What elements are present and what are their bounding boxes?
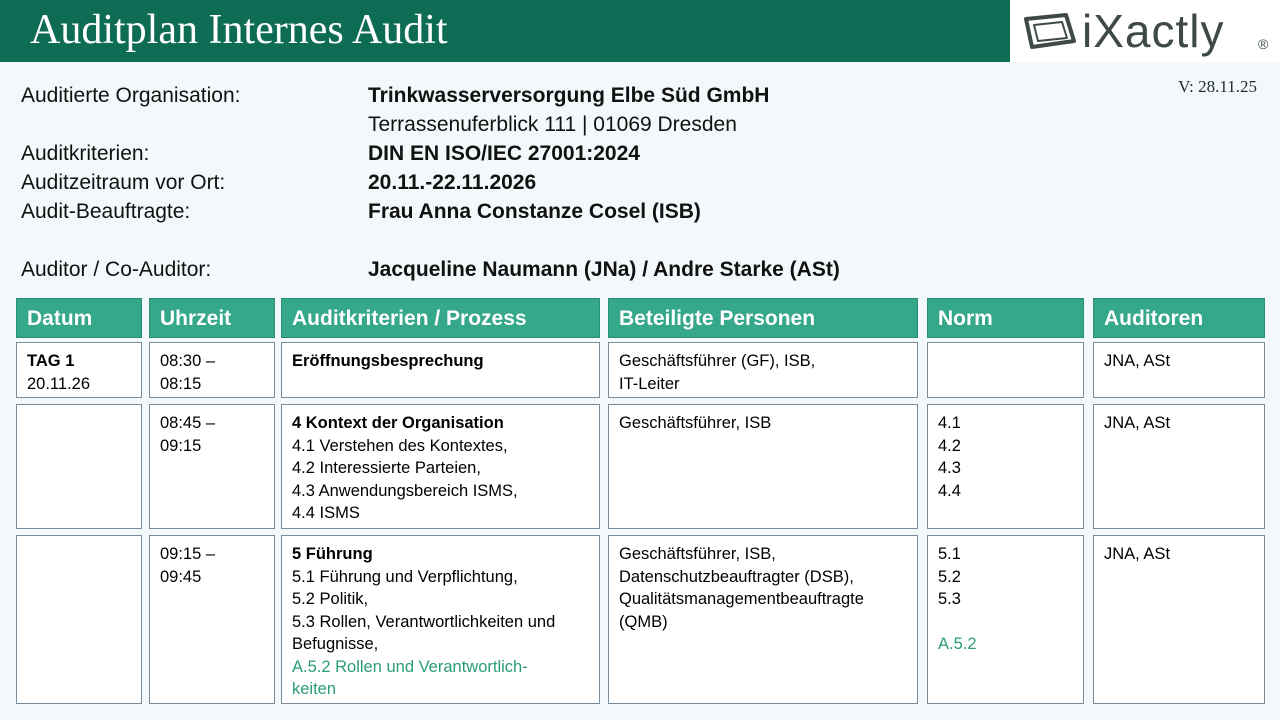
time-end: 09:45 [160,567,202,586]
annex-norm: A.5.2 [938,634,977,653]
person-line: Geschäftsführer, ISB, [619,545,776,563]
time-end: 09:15 [160,436,202,455]
table-cell-auditors [1093,342,1265,398]
process-item: 4.2 Interessierte Parteien, [292,459,481,477]
column-header-uhrzeit: Uhrzeit [149,298,275,338]
auditor-value: Jacqueline Naumann (JNa) / Andre Starke (ASt) [368,258,840,281]
page-title: Auditplan Internes Audit [30,7,448,53]
table-cell-norm [927,535,1084,704]
annex-item: keiten [292,680,337,698]
person-line: (QMB) [619,612,668,631]
auditors-value: JNA, ASt [1104,545,1171,563]
table-cell-process [281,404,600,529]
auditors-value: JNA, ASt [1104,352,1171,370]
auditors-value: JNA, ASt [1104,414,1171,432]
org-name: Trinkwasserversorgung Elbe Süd GmbH [368,84,770,107]
criteria-value: DIN EN ISO/IEC 27001:2024 [368,142,640,165]
table-cell-persons [608,535,918,704]
logo-registered-mark: ® [1258,36,1269,52]
logo-icon [1022,11,1078,51]
norm-item: 4.2 [938,436,961,455]
representative-value: Frau Anna Constanze Cosel (ISB) [368,200,701,223]
process-item: 4.3 Anwendungsbereich ISMS, [292,481,518,500]
logo-text: iXactly [1082,5,1225,57]
time-start: 08:45 – [160,414,216,432]
annex-item: A.5.2 Rollen und Verantwortlich- [292,657,528,676]
column-header-datum: Datum [16,298,142,338]
process-item: 5.2 Politik, [292,590,369,608]
time-start: 09:15 – [160,545,216,563]
column-header-auditoren: Auditoren [1093,298,1265,338]
period-label: Auditzeitraum vor Ort: [21,171,226,194]
column-header-norm: Norm [927,298,1084,338]
version-label: V: 28.11.25 [1178,77,1257,96]
table-cell-time [149,535,275,704]
table-cell-persons [608,342,918,398]
period-value: 20.11.-22.11.2026 [368,171,537,194]
criteria-label: Auditkriterien: [21,142,150,165]
representative-label: Audit-Beauftragte: [21,200,191,223]
table-cell-process [281,535,600,704]
column-header-personen: Beteiligte Personen [608,298,918,338]
norm-item: 4.1 [938,414,961,432]
table-cell-persons [608,404,918,529]
process-title: Eröffnungsbesprechung [292,352,484,370]
spacer [938,611,1073,633]
table-cell-date [16,342,142,398]
org-address: Terrassenuferblick 111 | 01069 Dresden [368,113,737,136]
day-label: TAG 1 [27,352,75,370]
date-value: 20.11.26 [27,374,91,393]
norm-item: 4.4 [938,481,961,500]
table-cell-process [281,342,600,398]
process-title: 5 Führung [292,545,373,563]
person-line: Qualitätsmanagementbeauftragte [619,590,864,608]
time-end: 08:15 [160,374,202,393]
norm-item: 5.2 [938,567,961,586]
process-item: 4.1 Verstehen des Kontextes, [292,436,508,455]
table-cell-norm [927,342,1084,398]
table-cell-auditors [1093,404,1265,529]
table-cell-norm [927,404,1084,529]
norm-item: 4.3 [938,459,961,477]
table-cell-date [16,404,142,529]
norm-item: 5.1 [938,545,961,563]
table-cell-date [16,535,142,704]
person-line: Geschäftsführer (GF), ISB, [619,352,816,370]
process-title: 4 Kontext der Organisation [292,414,504,432]
process-item: 5.3 Rollen, Verantwortlichkeiten und [292,612,556,631]
column-header-auditkriterien: Auditkriterien / Prozess [281,298,600,338]
process-item: 5.1 Führung und Verpflichtung, [292,567,518,586]
person-line: IT-Leiter [619,374,680,393]
person-line: Geschäftsführer, ISB [619,414,772,432]
time-start: 08:30 – [160,352,216,370]
process-item: 4.4 ISMS [292,504,360,522]
table-cell-auditors [1093,535,1265,704]
auditor-label: Auditor / Co-Auditor: [21,258,212,281]
org-label: Auditierte Organisation: [21,84,241,107]
table-cell-time [149,404,275,529]
table-cell-time [149,342,275,398]
process-item: Befugnisse, [292,635,379,653]
norm-item: 5.3 [938,590,961,608]
person-line: Datenschutzbeauftragter (DSB), [619,567,854,586]
